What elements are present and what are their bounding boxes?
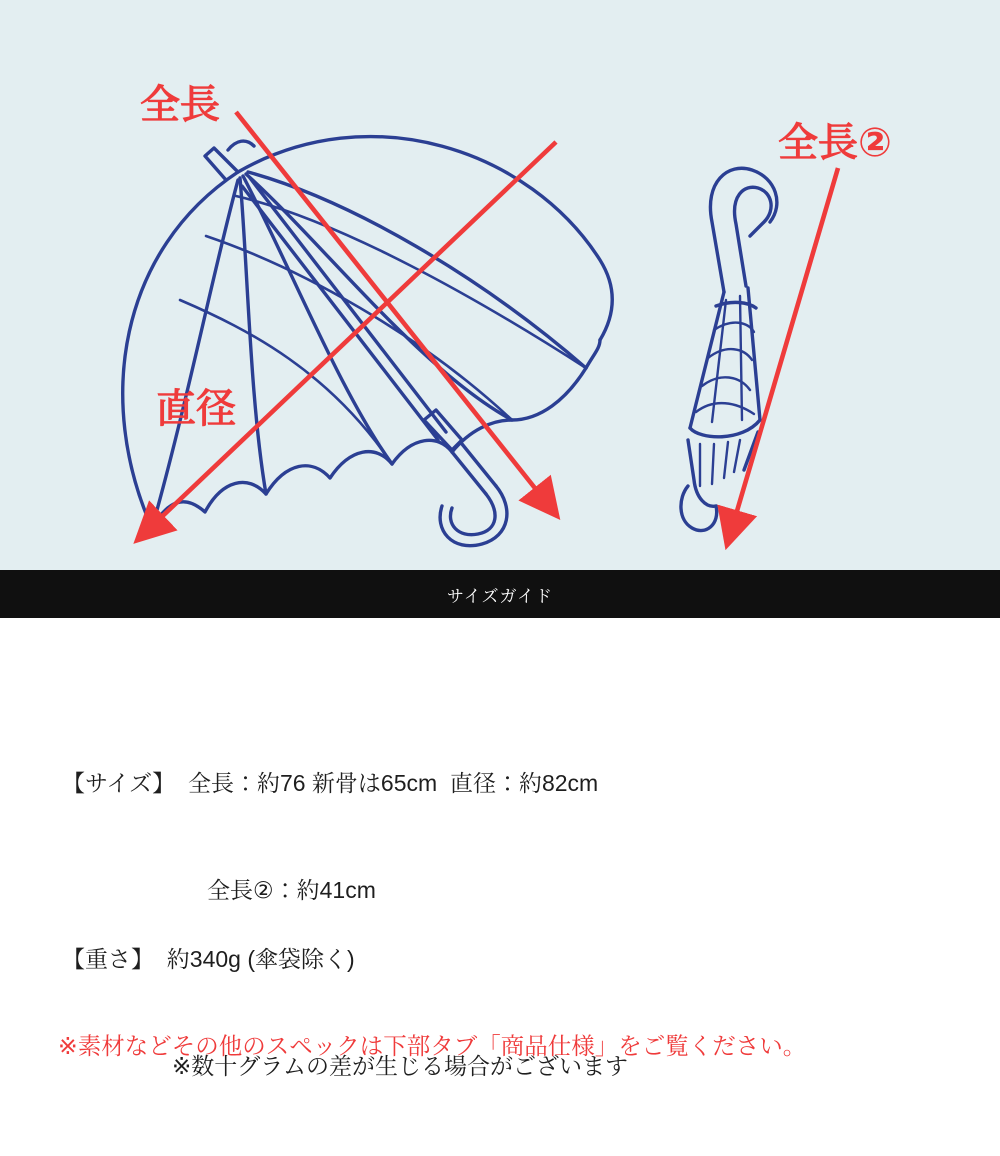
spec-weight-value1: 約340g (傘袋除く) <box>166 946 355 973</box>
umbrella-diagram <box>0 0 1000 570</box>
size-guide-illustration <box>0 0 1000 570</box>
label-diameter: 直径 <box>156 387 236 431</box>
label-total-length: 全長 <box>140 83 220 127</box>
spec-size-line2: 全長②：約41cm <box>207 877 376 904</box>
closed-umbrella-graphic <box>681 168 777 530</box>
spec-size-value1: 全長：約76 新骨は65cm 直径：約82cm <box>187 770 599 797</box>
spec-weight-label: 【重さ】 <box>62 946 167 973</box>
spec-size-label: 【サイズ】 <box>62 770 188 797</box>
size-guide-caption-text: サイズガイド <box>446 586 554 606</box>
spec-note: ※素材などその他のスペックは下部タブ「商品仕様」をご覧ください。 <box>58 1033 807 1059</box>
arrow-diameter <box>150 142 556 528</box>
spec-size-line1 <box>62 766 598 802</box>
spec-weight-block <box>62 871 628 1156</box>
spec-weight-line1 <box>62 942 628 978</box>
label-total-length-2: 全長② <box>778 121 892 165</box>
arrow-total-length-2 <box>732 168 838 528</box>
size-guide-caption-bar <box>0 570 1000 618</box>
spec-weight-line2: ※数十グラムの差が生じる場合がございます <box>172 1053 629 1080</box>
spec-body <box>0 618 1000 1119</box>
